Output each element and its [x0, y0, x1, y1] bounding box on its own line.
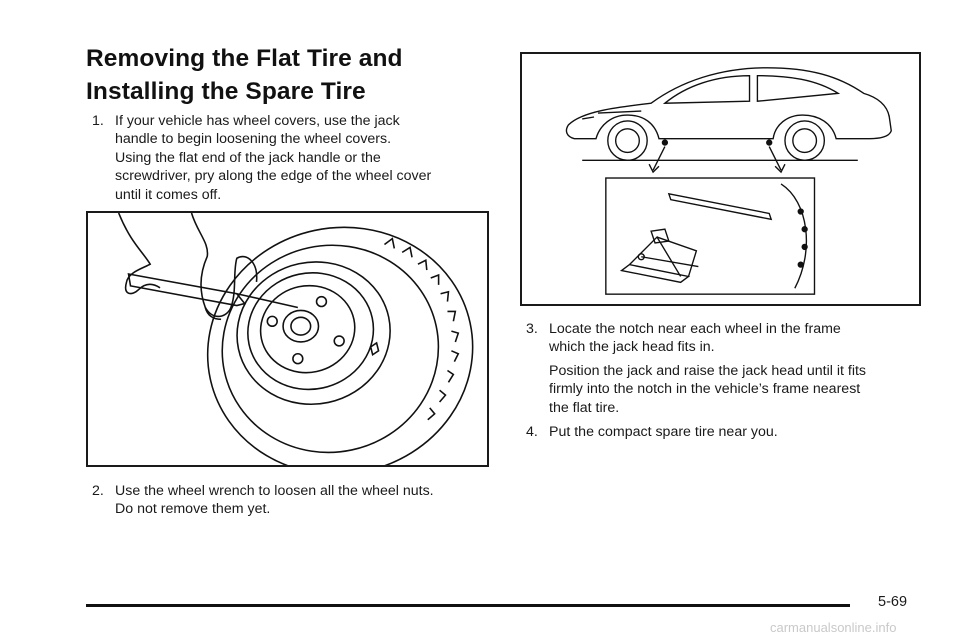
right-hand-finger — [205, 308, 221, 320]
jack-position-paragraph — [549, 362, 929, 417]
lug-nut — [293, 354, 303, 364]
step-2 — [92, 482, 492, 519]
frame-rail — [669, 194, 771, 220]
step-line: Locate the notch near each wheel in the frame — [549, 321, 841, 337]
step-line: which the jack head fits in. — [549, 339, 715, 356]
watermark: carmanualsonline.info — [770, 620, 897, 635]
heading-line-1: Removing the Flat Tire and — [86, 45, 403, 72]
front-wheel — [608, 121, 647, 160]
jack-inset-frame — [606, 178, 815, 294]
car-body — [566, 68, 891, 139]
rear-wheel — [785, 121, 824, 160]
car-hood-line — [598, 111, 641, 113]
footer-rule — [86, 604, 850, 607]
vehicle-jack-drawing — [522, 54, 919, 304]
inset-lug — [802, 244, 807, 249]
hub-outer — [283, 310, 318, 342]
front-wheel-rim — [616, 129, 640, 153]
heading-line-2: Installing the Spare Tire — [86, 78, 366, 105]
wheel-cover-drawing — [88, 213, 487, 465]
step-line: Do not remove them yet. — [115, 501, 271, 518]
step-line: If your vehicle has wheel covers, use the jack — [115, 113, 400, 129]
step-4 — [526, 423, 926, 441]
step-1 — [92, 112, 492, 204]
vehicle-jack-illustration — [520, 52, 921, 306]
step-number: 4. — [526, 424, 538, 440]
step-line: Using the flat end of the jack handle or the — [115, 149, 381, 166]
tire-outer — [185, 213, 487, 465]
step-line: screwdriver, pry along the edge of the wheel cover — [115, 168, 432, 185]
rim-mid-ring — [237, 261, 384, 401]
lug-nut — [317, 297, 327, 307]
car-rear-window — [757, 76, 838, 102]
hub-inner — [291, 317, 311, 335]
lug-nut — [267, 316, 277, 326]
left-hand — [119, 213, 160, 294]
rim-inner-ring — [252, 277, 362, 381]
step-number: 3. — [526, 321, 538, 337]
wheel-cover-illustration — [86, 211, 489, 467]
step-number: 2. — [92, 483, 104, 499]
page-number: 5-69 — [878, 594, 908, 610]
step-3 — [526, 320, 926, 357]
step-line: Put the compact spare tire near you. — [549, 424, 778, 440]
inset-lug — [802, 227, 807, 232]
car-headlight — [582, 117, 594, 119]
lug-nut — [334, 336, 344, 346]
car-front-window — [665, 76, 750, 104]
step-line: handle to begin loosening the wheel covers. — [115, 131, 392, 148]
paragraph-line: the flat tire. — [549, 399, 620, 416]
step-line: Use the wheel wrench to loosen all the wheel nuts. — [115, 483, 434, 499]
rear-wheel-rim — [793, 129, 817, 153]
step-number: 1. — [92, 113, 104, 129]
jack-point — [767, 140, 772, 145]
paragraph-line: firmly into the notch in the vehicle’s frame nearest — [549, 381, 861, 398]
paragraph-line: Position the jack and raise the jack head until it fits — [549, 363, 867, 379]
inset-lug — [798, 209, 803, 214]
jack-point — [662, 140, 667, 145]
inset-tire — [781, 184, 806, 288]
tire-inner — [203, 225, 458, 465]
step-line: until it comes off. — [115, 186, 222, 203]
inset-lug — [798, 262, 803, 267]
section-heading — [86, 42, 403, 108]
